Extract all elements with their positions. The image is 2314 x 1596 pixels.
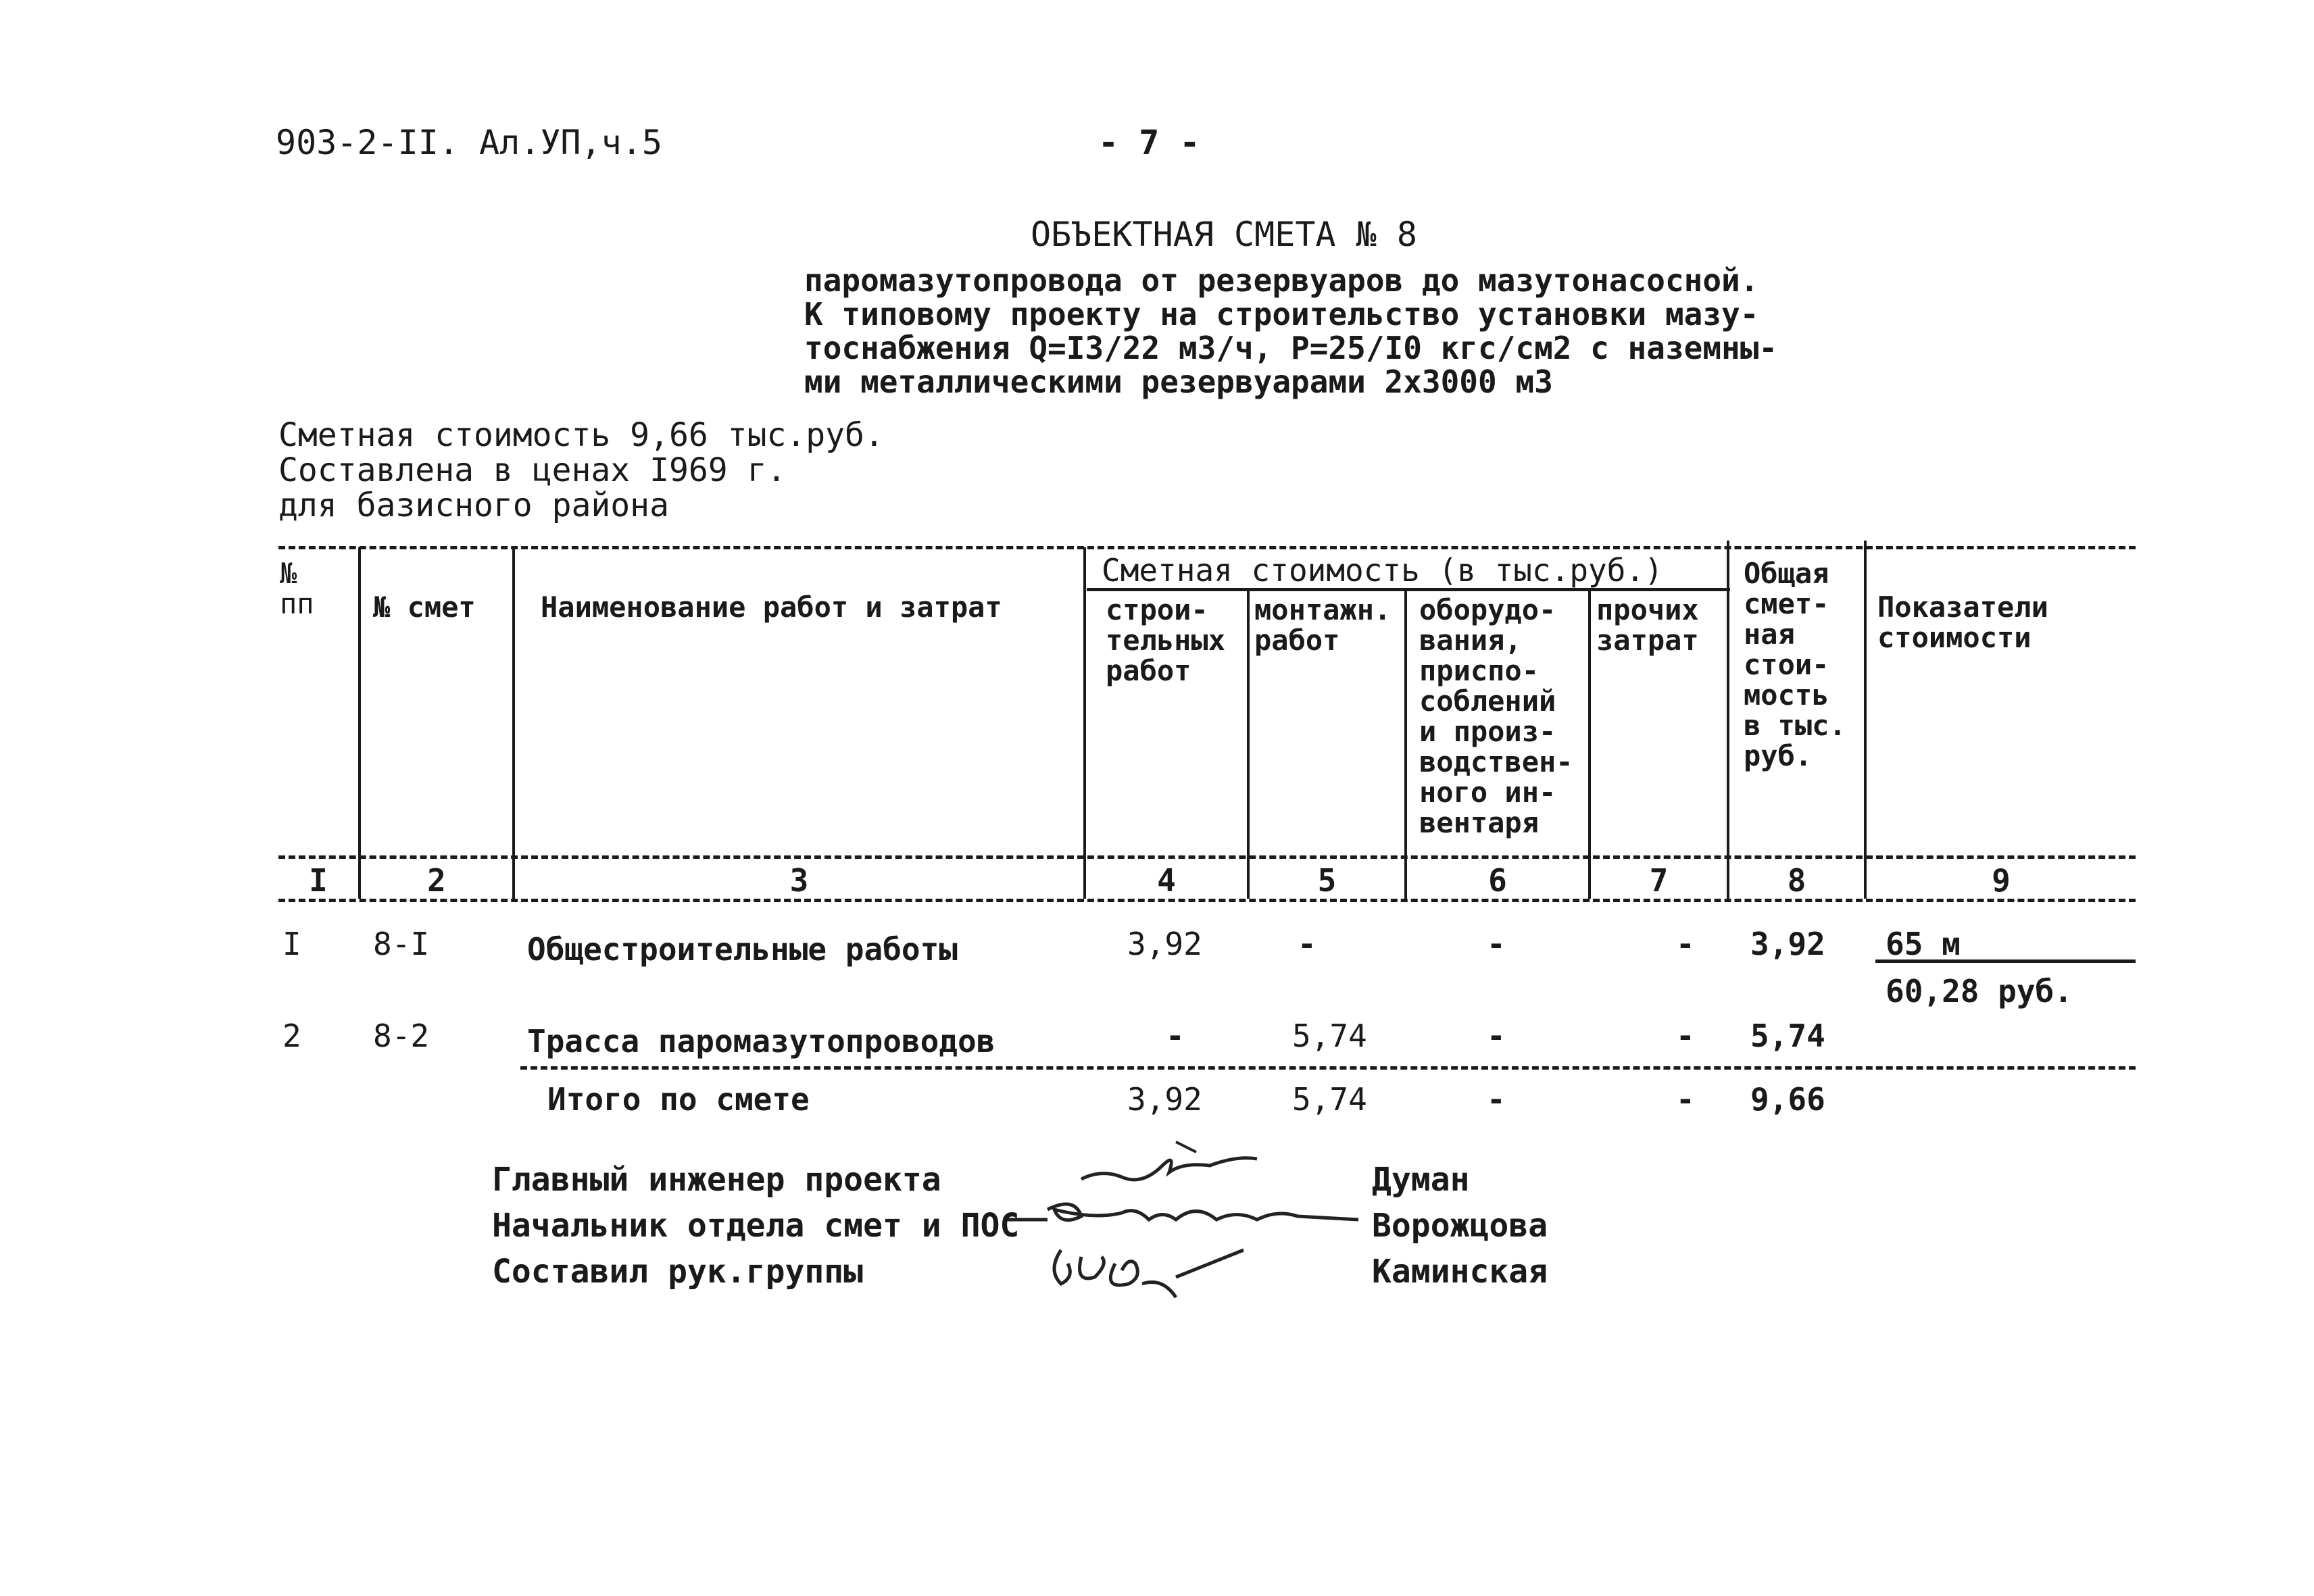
col-divider xyxy=(1083,547,1086,899)
col-divider xyxy=(1864,541,1867,899)
total-label: Итого по смете xyxy=(547,1081,810,1118)
subtitle-line: паромазутопровода от резервуаров до мазутонасосной. xyxy=(804,262,1759,299)
header-pp xyxy=(280,558,314,619)
row-other: - xyxy=(1676,1018,1695,1054)
row-name: Общестроительные работы xyxy=(527,931,958,968)
signature-name: Ворожцова xyxy=(1372,1207,1548,1245)
header-total-cost xyxy=(1744,558,1846,771)
region: для базисного района xyxy=(278,487,669,524)
header-line: смет- xyxy=(1744,587,1829,620)
row-smeta: 8-I xyxy=(373,926,430,962)
signature-role: Начальник отдела смет и ПОС xyxy=(492,1207,1020,1245)
column-number: 6 xyxy=(1488,862,1507,899)
header-line: стоимости xyxy=(1877,621,2032,654)
header-indicators xyxy=(1877,592,2048,653)
header-group-cost: Сметная стоимость (в тыс.руб.) xyxy=(1102,552,1663,589)
row-name: Трасса паромазутопроводов xyxy=(527,1023,995,1059)
price-base: Составлена в ценах I969 г. xyxy=(278,451,787,489)
header-line: Общая xyxy=(1744,557,1829,590)
header-line: тельных xyxy=(1106,624,1226,657)
header-line: оборудо- xyxy=(1419,593,1556,626)
subtitle-line: К типовому проекту на строительство установки мазу- xyxy=(804,296,1759,332)
colnum-bottom-rule xyxy=(278,899,2136,902)
total-sum: 9,66 xyxy=(1750,1081,1825,1118)
header-line: ного ин- xyxy=(1419,776,1556,809)
row-installation: - xyxy=(1298,926,1316,962)
col-divider xyxy=(1404,589,1407,899)
header-pp-line: № xyxy=(280,557,297,590)
header-line: руб. xyxy=(1744,739,1813,772)
column-number: I xyxy=(309,862,328,899)
header-line: в тыс. xyxy=(1744,709,1846,742)
column-number: 8 xyxy=(1787,862,1806,899)
column-number: 9 xyxy=(1992,862,2011,899)
column-number: 5 xyxy=(1317,862,1337,899)
col-divider xyxy=(1588,589,1591,899)
col-divider xyxy=(358,547,361,899)
signature-role: Главный инженер проекта xyxy=(492,1161,941,1199)
header-installation xyxy=(1254,595,1391,655)
document-title: ОБЪЕКТНАЯ СМЕТА № 8 xyxy=(1031,215,1417,254)
row-total: 3,92 xyxy=(1750,926,1825,962)
col-divider xyxy=(1727,541,1729,899)
row-equipment: - xyxy=(1487,926,1506,962)
header-line: затрат xyxy=(1596,624,1699,657)
total-top-rule xyxy=(520,1066,2136,1070)
column-number: 2 xyxy=(427,862,446,899)
total-construction: 3,92 xyxy=(1127,1081,1202,1118)
column-number: 7 xyxy=(1649,862,1669,899)
header-line: вентаря xyxy=(1419,806,1540,839)
header-line: работ xyxy=(1254,624,1340,657)
row-equipment: - xyxy=(1487,1018,1506,1054)
header-line: прочих xyxy=(1596,593,1699,626)
header-line: и произ- xyxy=(1419,715,1556,748)
header-line: работ xyxy=(1106,654,1191,687)
estimated-cost: Сметная стоимость 9,66 тыс.руб. xyxy=(278,416,884,454)
row-other: - xyxy=(1676,926,1695,962)
signature-role: Составил рук.группы xyxy=(492,1253,864,1291)
estimate-info xyxy=(278,418,884,523)
column-number: 4 xyxy=(1157,862,1176,899)
column-number: 3 xyxy=(789,862,809,899)
row-indicator-quantity: 65 м xyxy=(1886,926,1961,962)
header-line: водствен- xyxy=(1419,745,1573,778)
row-num: 2 xyxy=(282,1018,301,1054)
header-equipment xyxy=(1419,595,1573,838)
page-number: - 7 - xyxy=(1098,123,1200,162)
row-smeta: 8-2 xyxy=(373,1018,430,1054)
header-smeta-num: № смет xyxy=(373,591,476,624)
total-equipment: - xyxy=(1487,1081,1506,1118)
subtitle-line: ми металлическими резервуарами 2х3000 м3 xyxy=(804,364,1553,400)
header-line: монтажн. xyxy=(1254,593,1392,626)
document-code: 903-2-II. Ал.УП,ч.5 xyxy=(276,123,662,162)
header-line: ная xyxy=(1744,618,1795,651)
signature-name: Думан xyxy=(1372,1161,1470,1199)
header-pp-line: пп xyxy=(280,587,314,620)
subtitle-line: тоснабжения Q=I3/22 м3/ч, Р=25/I0 кгс/см2 с наземны- xyxy=(804,330,1778,366)
header-line: вания, xyxy=(1419,624,1522,657)
row-indicator-cost: 60,28 руб. xyxy=(1886,973,2073,1009)
signature-name: Каминская xyxy=(1372,1253,1548,1291)
row-total: 5,74 xyxy=(1750,1018,1825,1054)
header-line: строи- xyxy=(1106,593,1208,626)
header-other xyxy=(1596,595,1699,655)
table-top-rule xyxy=(278,546,2136,549)
col-divider xyxy=(512,547,515,899)
header-line: стои- xyxy=(1744,648,1829,681)
row-installation: 5,74 xyxy=(1292,1018,1367,1054)
row-num: I xyxy=(282,926,301,962)
header-line: приспо- xyxy=(1419,654,1540,687)
header-construction xyxy=(1106,595,1225,686)
row-construction: - xyxy=(1166,1018,1185,1054)
total-other: - xyxy=(1676,1081,1695,1118)
header-line: соблений xyxy=(1419,684,1556,718)
header-line: Показатели xyxy=(1877,591,2048,624)
row-construction: 3,92 xyxy=(1127,926,1202,962)
document-subtitle xyxy=(804,264,1777,399)
col-divider xyxy=(1247,589,1250,899)
total-installation: 5,74 xyxy=(1292,1081,1367,1118)
signature-mark xyxy=(1041,1237,1257,1311)
header-line: мость xyxy=(1744,678,1829,712)
header-bottom-rule xyxy=(278,855,2136,859)
header-work-name: Наименование работ и затрат xyxy=(541,591,1002,624)
